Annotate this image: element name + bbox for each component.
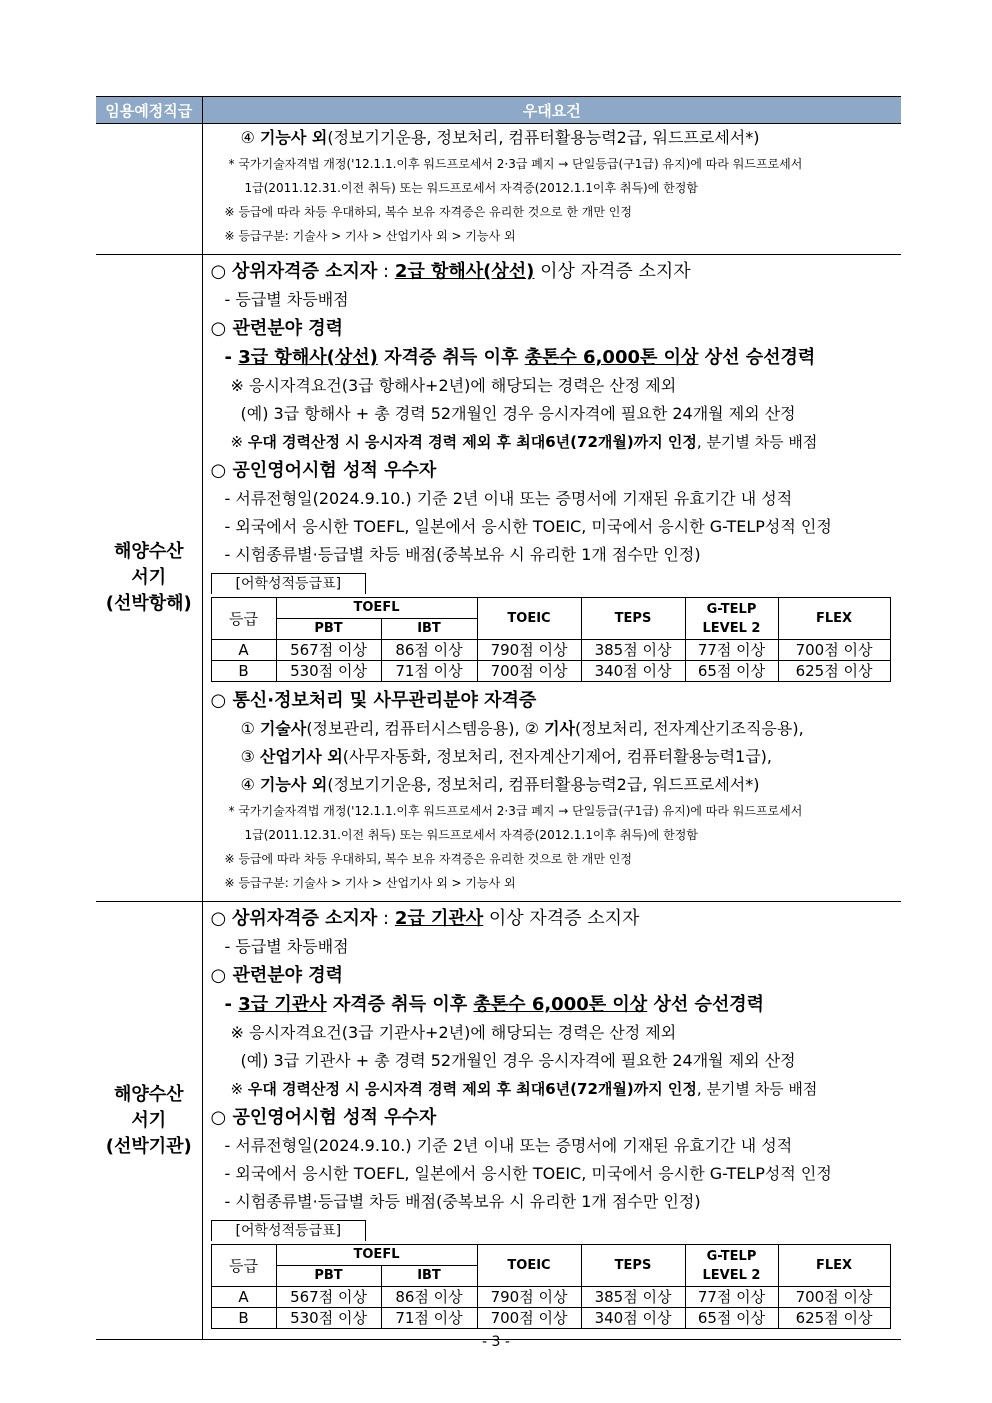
note-line: 1급(2011.12.31.이전 취득) 또는 워드프로세서 자격증(2012.1.1이후 취득)에 한정함	[244, 181, 698, 195]
th-teps: TEPS	[581, 1245, 685, 1287]
th-grade: 등급	[211, 1245, 276, 1287]
note-line: * 국가기술자격법 개정('12.1.1.이후 워드프로세서 2·3급 폐지 → 단일등급(구1급) 유지)에 따라 워드프로세서	[228, 804, 803, 818]
cell-pbt: 530점 이상	[276, 1308, 381, 1329]
cell-toeic: 790점 이상	[477, 640, 581, 661]
cell-grade: A	[211, 640, 276, 661]
page-number: - 3 -	[482, 1334, 510, 1350]
table-caption: [어학성적등급표]	[211, 1220, 367, 1241]
row-continuation	[96, 124, 901, 255]
cell-pbt: 530점 이상	[276, 661, 381, 682]
cert-items-1-2: ① 기술사(정보관리, 컴퓨터시스템응용), ② 기사(정보처리, 전자계산기조직응용),	[240, 719, 804, 738]
requirements-table	[96, 96, 901, 1340]
th-toeic: TOEIC	[477, 598, 581, 640]
th-teps: TEPS	[581, 598, 685, 640]
cell-grade: A	[211, 1287, 276, 1308]
th-pbt: PBT	[276, 1266, 381, 1287]
cell-pbt: 567점 이상	[276, 1287, 381, 1308]
cell-ibt: 71점 이상	[381, 661, 477, 682]
text-line: - 외국에서 응시한 TOEFL, 일본에서 응시한 TOEIC, 미국에서 응시한 G-TELP성적 인정	[224, 1164, 832, 1183]
cell-flex: 625점 이상	[778, 661, 890, 682]
text-line: ※ 응시자격요건(3급 항해사+2년)에 해당되는 경력은 산정 제외	[230, 376, 677, 395]
cell-gtelp: 65점 이상	[685, 1308, 778, 1329]
text-line: - 등급별 차등배점	[224, 937, 349, 956]
table-row	[211, 640, 890, 661]
th-ibt: IBT	[381, 1266, 477, 1287]
role-line: 해양수산	[113, 541, 184, 562]
note-line: ※ 등급에 따라 차등 우대하되, 복수 보유 자격증은 유리한 것으로 한 개만 인정	[224, 205, 632, 219]
text-line: - 등급별 차등배점	[224, 290, 349, 309]
th-ibt: IBT	[381, 619, 477, 640]
header-position: 임용예정직급	[96, 97, 202, 124]
cell-grade: B	[211, 661, 276, 682]
cell-gtelp: 77점 이상	[685, 1287, 778, 1308]
role-line: (선박기관)	[105, 1135, 192, 1157]
table-caption: [어학성적등급표]	[211, 573, 367, 594]
cell-gtelp: 77점 이상	[685, 640, 778, 661]
text-line: - 시험종류별·등급별 차등 배점(중복보유 시 유리한 1개 점수만 인정)	[224, 545, 701, 564]
cond-cell-engine	[202, 902, 901, 1340]
text-line: - 서류전형일(2024.9.10.) 기준 2년 이내 또는 증명서에 기재된 유효기간 내 성적	[224, 1136, 793, 1155]
cell-flex: 700점 이상	[778, 1287, 890, 1308]
cert-item-4: ④ 기능사 외(정보기기운용, 정보처리, 컴퓨터활용능력2급, 워드프로세서*)	[240, 128, 760, 147]
text-line: - 시험종류별·등급별 차등 배점(중복보유 시 유리한 1개 점수만 인정)	[224, 1192, 701, 1211]
th-gtelp: G-TELP LEVEL 2	[685, 1245, 778, 1287]
role-line: (선박항해)	[105, 593, 192, 614]
section-heading: ○ 통신·정보처리 및 사무관리분야 자격증	[210, 690, 537, 711]
cert-item-4: ④ 기능사 외(정보기기운용, 정보처리, 컴퓨터활용능력2급, 워드프로세서*)	[240, 775, 760, 794]
cell-teps: 385점 이상	[581, 640, 685, 661]
note-line: ※ 등급구분: 기술사 > 기사 > 산업기사 외 > 기능사 외	[224, 229, 516, 243]
cell-teps: 340점 이상	[581, 1308, 685, 1329]
cell-pbt: 567점 이상	[276, 640, 381, 661]
role-cell-empty	[96, 124, 202, 255]
role-line: 서기	[131, 567, 167, 588]
note-line: ※ 등급에 따라 차등 우대하되, 복수 보유 자격증은 유리한 것으로 한 개만 인정	[224, 852, 632, 866]
text-line: - 서류전형일(2024.9.10.) 기준 2년 이내 또는 증명서에 기재된 유효기간 내 성적	[224, 489, 793, 508]
text-line: (예) 3급 기관사 + 총 경력 52개월인 경우 응시자격에 필요한 24개월 제외 산정	[240, 1051, 796, 1070]
th-toefl: TOEFL	[276, 598, 477, 619]
text-line: ※ 우대 경력산정 시 응시자격 경력 제외 후 최대6년(72개월)까지 인정, 분기별 차등 배점	[230, 1080, 818, 1098]
th-flex: FLEX	[778, 598, 890, 640]
th-gtelp: G-TELP LEVEL 2	[685, 598, 778, 640]
table-row	[211, 1308, 890, 1329]
role-cell-navigation	[96, 255, 202, 902]
text-line: (예) 3급 항해사 + 총 경력 52개월인 경우 응시자격에 필요한 24개월 제외 산정	[240, 404, 796, 423]
role-line: 서기	[131, 1109, 167, 1131]
section-heading: ○ 관련분야 경력	[210, 318, 344, 339]
career-line: - 3급 항해사(상선) 자격증 취득 이후 총톤수 6,000톤 이상 상선 승선경력	[224, 347, 816, 368]
note-line: ※ 등급구분: 기술사 > 기사 > 산업기사 외 > 기능사 외	[224, 876, 516, 890]
cell-ibt: 86점 이상	[381, 640, 477, 661]
role-line: 해양수산	[113, 1083, 184, 1105]
text-line: ※ 우대 경력산정 시 응시자격 경력 제외 후 최대6년(72개월)까지 인정, 분기별 차등 배점	[230, 433, 818, 451]
table-row	[211, 661, 890, 682]
cell-teps: 385점 이상	[581, 1287, 685, 1308]
language-score-table	[211, 597, 891, 682]
cell-toeic: 700점 이상	[477, 1308, 581, 1329]
cell-teps: 340점 이상	[581, 661, 685, 682]
language-score-table	[211, 1244, 891, 1329]
career-line: - 3급 기관사 자격증 취득 이후 총톤수 6,000톤 이상 상선 승선경력	[224, 994, 765, 1015]
section-heading: ○ 공인영어시험 성적 우수자	[210, 460, 437, 481]
note-line: 1급(2011.12.31.이전 취득) 또는 워드프로세서 자격증(2012.1.1이후 취득)에 한정함	[244, 828, 698, 842]
cert-item-3: ③ 산업기사 외(사무자동화, 정보처리, 전자계산기제어, 컴퓨터활용능력1급),	[240, 747, 773, 766]
th-toeic: TOEIC	[477, 1245, 581, 1287]
cell-flex: 700점 이상	[778, 640, 890, 661]
note-line: * 국가기술자격법 개정('12.1.1.이후 워드프로세서 2·3급 폐지 → 단일등급(구1급) 유지)에 따라 워드프로세서	[228, 157, 803, 171]
header-row	[96, 97, 901, 124]
header-requirements: 우대요건	[202, 97, 901, 124]
th-flex: FLEX	[778, 1245, 890, 1287]
table-row	[211, 1287, 890, 1308]
cell-gtelp: 65점 이상	[685, 661, 778, 682]
role-cell-engine	[96, 902, 202, 1340]
cell-ibt: 71점 이상	[381, 1308, 477, 1329]
cell-toeic: 790점 이상	[477, 1287, 581, 1308]
row-engine	[96, 902, 901, 1340]
cell-grade: B	[211, 1308, 276, 1329]
th-pbt: PBT	[276, 619, 381, 640]
cell-ibt: 86점 이상	[381, 1287, 477, 1308]
text-line: ※ 응시자격요건(3급 기관사+2년)에 해당되는 경력은 산정 제외	[230, 1023, 677, 1042]
cond-cell-navigation	[202, 255, 901, 902]
cond-cell-continuation	[202, 124, 901, 255]
higher-cert-line: ○ 상위자격증 소지자 : 2급 기관사 이상 자격증 소지자	[210, 908, 640, 929]
section-heading: ○ 관련분야 경력	[210, 965, 344, 986]
row-navigation	[96, 255, 901, 902]
section-heading: ○ 공인영어시험 성적 우수자	[210, 1107, 437, 1128]
cell-toeic: 700점 이상	[477, 661, 581, 682]
cell-flex: 625점 이상	[778, 1308, 890, 1329]
higher-cert-line: ○ 상위자격증 소지자 : 2급 항해사(상선) 이상 자격증 소지자	[210, 261, 691, 282]
th-grade: 등급	[211, 598, 276, 640]
th-toefl: TOEFL	[276, 1245, 477, 1266]
text-line: - 외국에서 응시한 TOEFL, 일본에서 응시한 TOEIC, 미국에서 응시한 G-TELP성적 인정	[224, 517, 832, 536]
